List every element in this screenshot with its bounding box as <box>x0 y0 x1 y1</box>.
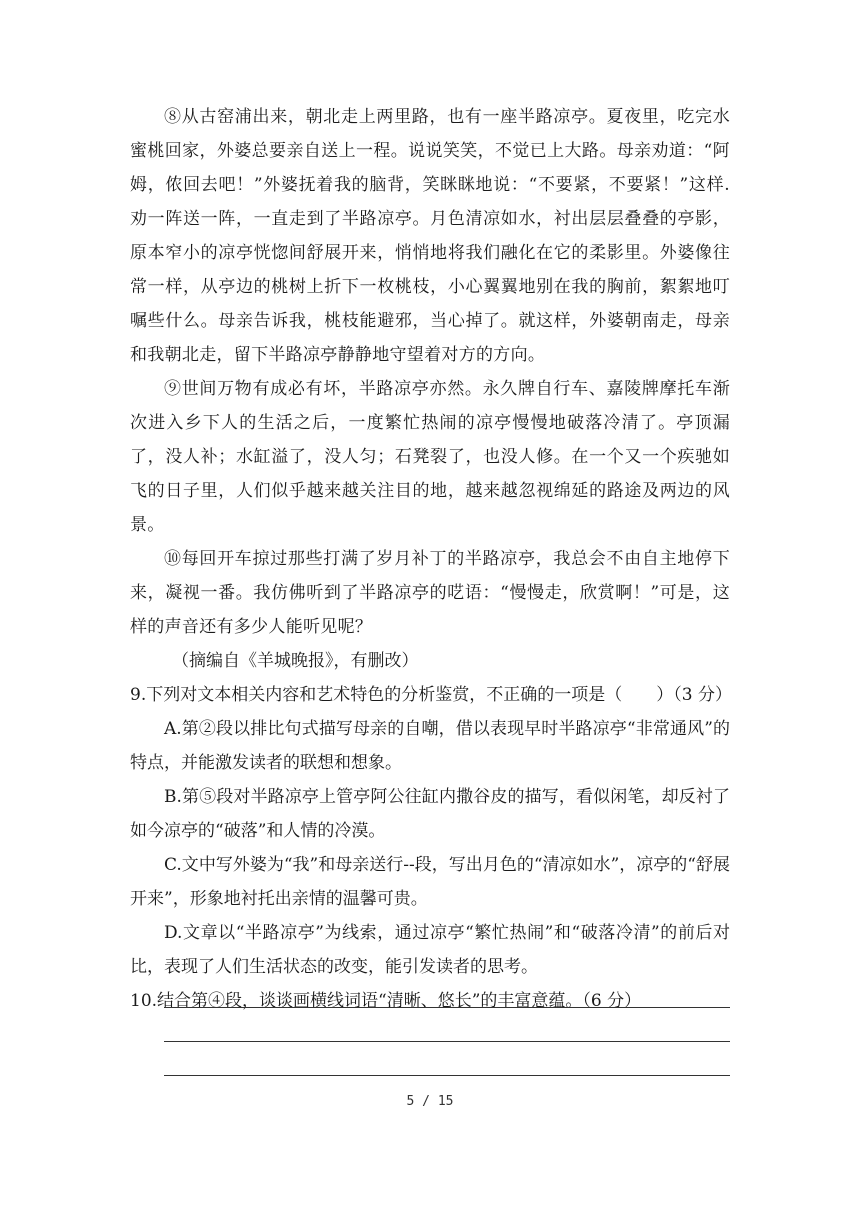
answer-line[interactable] <box>164 1041 730 1042</box>
answer-line[interactable] <box>164 1075 730 1076</box>
paragraph-10: ⑩每回开车掠过那些打满了岁月补丁的半路凉亭，我总会不由自主地停下来，凝视一番。我仿佛听到了半路凉亭的呓语：“慢慢走，欣赏啊！”可是，这样的声音还有多少人能听见呢？ <box>130 549 730 637</box>
source-citation: （摘编自《羊城晚报》，有删改） <box>172 651 419 671</box>
question-9-option-b: B.第⑤段对半路凉亭上管亭阿公往缸内撒谷皮的描写，看似闲笔，却反衬了如今凉亭的“破落”和人情的冷漠。 <box>130 787 730 841</box>
page-number: 5 / 15 <box>406 1094 454 1109</box>
document-body <box>130 100 730 1018</box>
question-9-option-c: C.文中写外婆为“我”和母亲送行--段，写出月色的“清凉如水”，凉亭的“舒展开来”，形象地衬托出亲情的温馨可贵。 <box>130 855 730 909</box>
paragraph-8: ⑧从古窑浦出来，朝北走上两里路，也有一座半路凉亭。夏夜里，吃完水蜜桃回家，外婆总要亲自送上一程。说说笑笑，不觉已上大路。母亲劝道：“阿姆，侬回去吧！”外婆抚着我的脑背，笑眯眯地说：“不要紧，不要紧！”这样.劝一阵送一阵，一直走到了半路凉亭。月色清凉如水，衬出层层叠叠的亭影，原本窄小的凉亭恍惚间舒展开来，悄悄地将我们融化在它的柔影里。外婆像往常一样，从亭边的桃树上折下一枚桃枝，小心翼翼地别在我的胸前，絮絮地叮嘱些什么。母亲告诉我，桃枝能避邪，当心掉了。就这样，外婆朝南走，母亲和我朝北走，留下半路凉亭静静地守望着对方的方向。 <box>130 107 730 365</box>
question-9-option-d: D.文章以“半路凉亭”为线索，通过凉亭“繁忙热闹”和“破落冷清”的前后对比，表现了人们生活状态的改变，能引发读者的思考。 <box>130 923 730 977</box>
answer-line[interactable] <box>164 1007 730 1008</box>
paragraph-9: ⑨世间万物有成必有坏，半路凉亭亦然。永久牌自行车、嘉陵牌摩托车渐次进入乡下人的生活之后，一度繁忙热闹的凉亭慢慢地破落冷清了。亭顶漏了，没人补；水缸溢了，没人匀；石凳裂了，也没人修。在一个又一个疾驰如飞的日子里，人们似乎越来越关注目的地，越来越忽视绵延的路途及两边的风景。 <box>130 379 730 535</box>
question-9-option-a: A.第②段以排比句式描写母亲的自嘲，借以表现早时半路凉亭“非常通风”的特点，并能激发读者的联想和想象。 <box>130 719 730 773</box>
question-10-stem: 10.结合第④段，谈谈画横线词语“清晰、悠长”的丰富意蕴。（6 分） <box>130 991 642 1011</box>
question-9-stem: 9.下列对文本相关内容和艺术特色的分析鉴赏，不正确的一项是（ ）（3 分） <box>130 685 732 705</box>
